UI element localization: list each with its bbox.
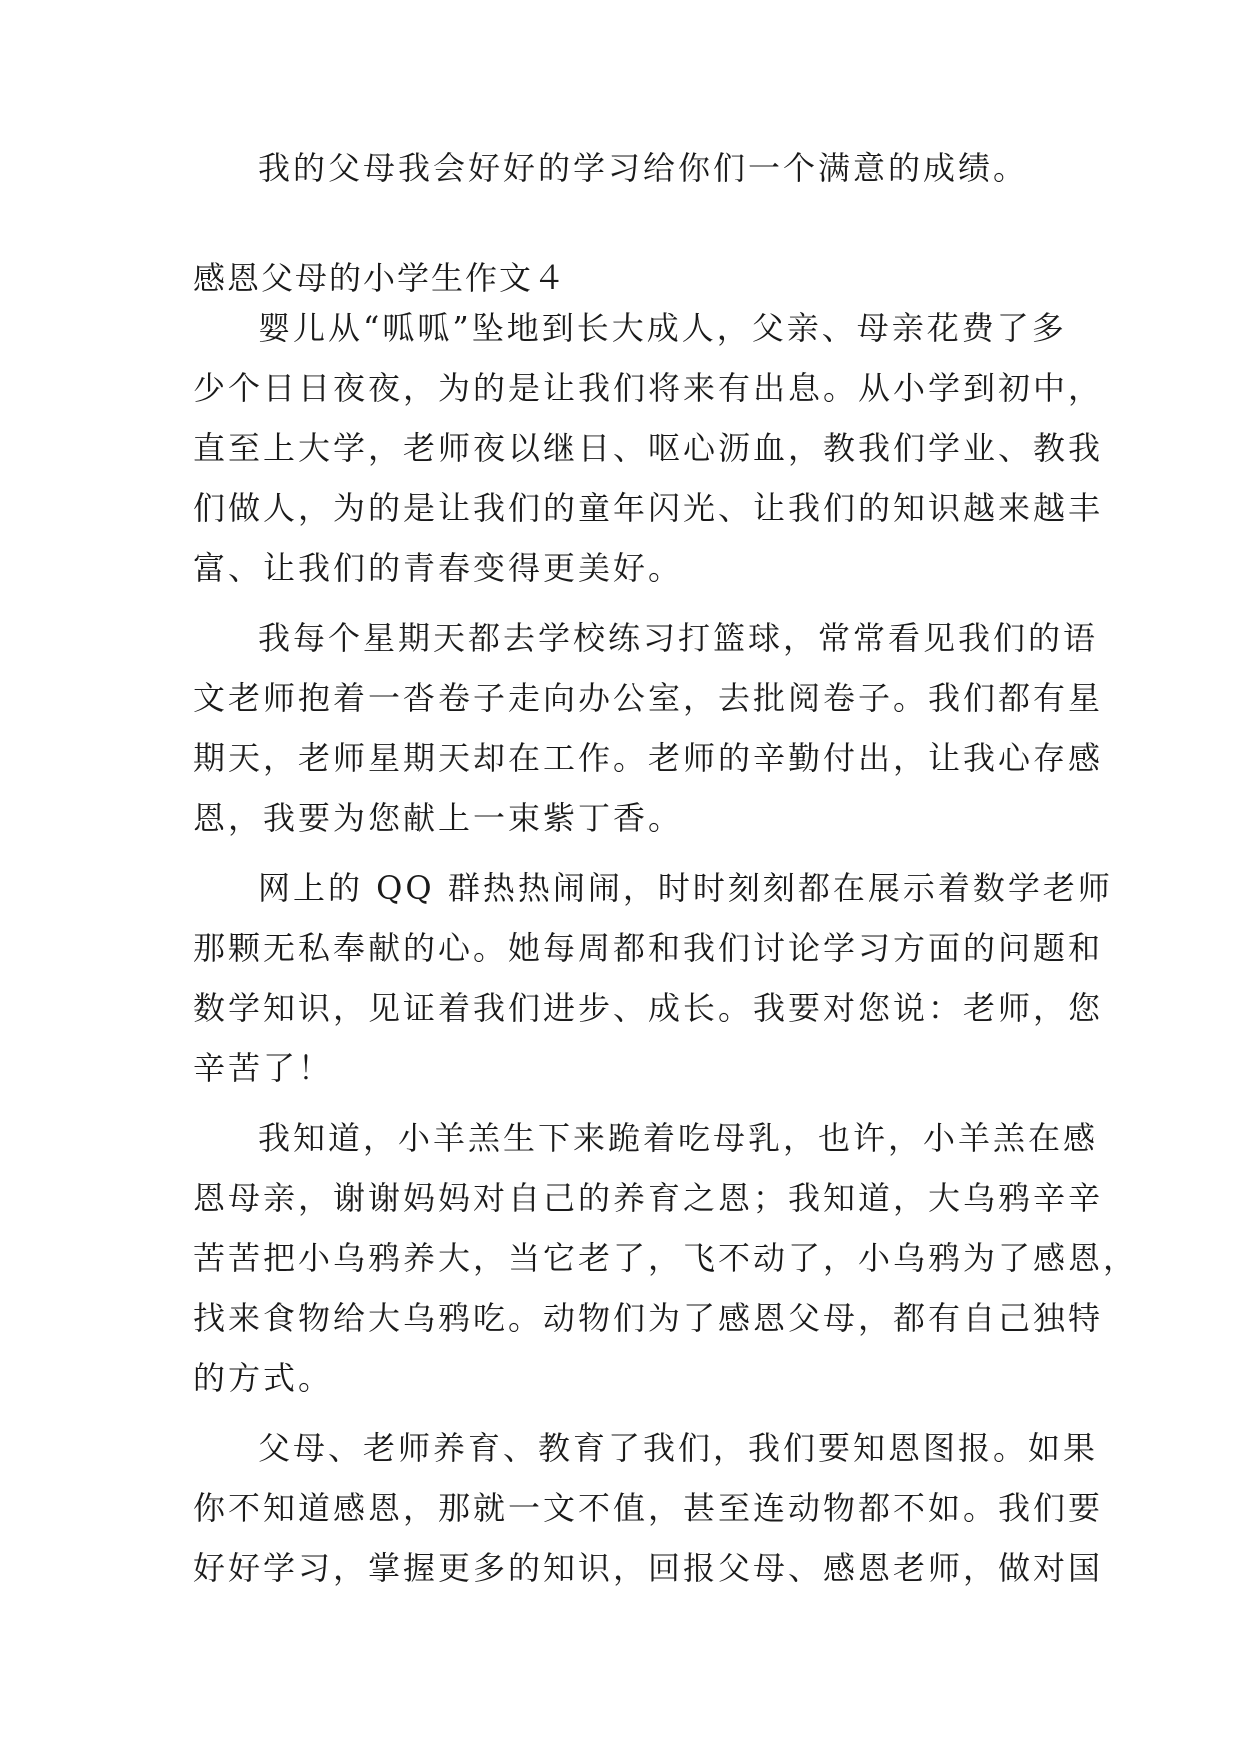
- paragraph-line: 们做人，为的是让我们的童年闪光、让我们的知识越来越丰: [193, 489, 1104, 527]
- paragraph-line: 好好学习，掌握更多的知识，回报父母、感恩老师，做对国: [193, 1549, 1104, 1587]
- paragraph-line: 网上的 QQ 群热热闹闹，时时刻刻都在展示着数学老师: [258, 869, 1113, 907]
- paragraph-line: 那颗无私奉献的心。她每周都和我们讨论学习方面的问题和: [193, 929, 1104, 967]
- paragraph-line: 少个日日夜夜，为的是让我们将来有出息。从小学到初中，: [193, 369, 1104, 407]
- paragraph-line: 的方式。: [193, 1359, 334, 1397]
- paragraph-line: 期天，老师星期天却在工作。老师的辛勤付出，让我心存感: [193, 739, 1104, 777]
- paragraph-line: 找来食物给大乌鸦吃。动物们为了感恩父母，都有自己独特: [193, 1299, 1104, 1337]
- intro-line: 我的父母我会好好的学习给你们一个满意的成绩。: [258, 149, 1029, 187]
- paragraph-line: 辛苦了！: [193, 1049, 334, 1087]
- paragraph-line: 富、让我们的青春变得更美好。: [193, 549, 684, 587]
- paragraph-line: 文老师抱着一沓卷子走向办公室，去批阅卷子。我们都有星: [193, 679, 1104, 717]
- paragraph-line: 恩母亲，谢谢妈妈对自己的养育之恩；我知道，大乌鸦辛辛: [193, 1179, 1104, 1217]
- paragraph-line: 恩，我要为您献上一束紫丁香。: [193, 799, 684, 837]
- paragraph-line: 直至上大学，老师夜以继日、呕心沥血，教我们学业、教我: [193, 429, 1104, 467]
- paragraph-line: 父母、老师养育、教育了我们，我们要知恩图报。如果: [258, 1429, 1099, 1467]
- paragraph-line: 苦苦把小乌鸦养大，当它老了，飞不动了，小乌鸦为了感恩，: [193, 1239, 1139, 1277]
- section-title: 感恩父母的小学生作文４: [193, 259, 568, 297]
- paragraph-line: 数学知识，见证着我们进步、成长。我要对您说：老师，您: [193, 989, 1104, 1027]
- paragraph-line: 你不知道感恩，那就一文不值，甚至连动物都不如。我们要: [193, 1489, 1104, 1527]
- paragraph-line: 我每个星期天都去学校练习打篮球，常常看见我们的语: [258, 619, 1099, 657]
- paragraph-line: 婴儿从“呱呱”坠地到长大成人，父亲、母亲花费了多: [258, 309, 1067, 347]
- paragraph-line: 我知道，小羊羔生下来跪着吃母乳，也许，小羊羔在感: [258, 1119, 1099, 1157]
